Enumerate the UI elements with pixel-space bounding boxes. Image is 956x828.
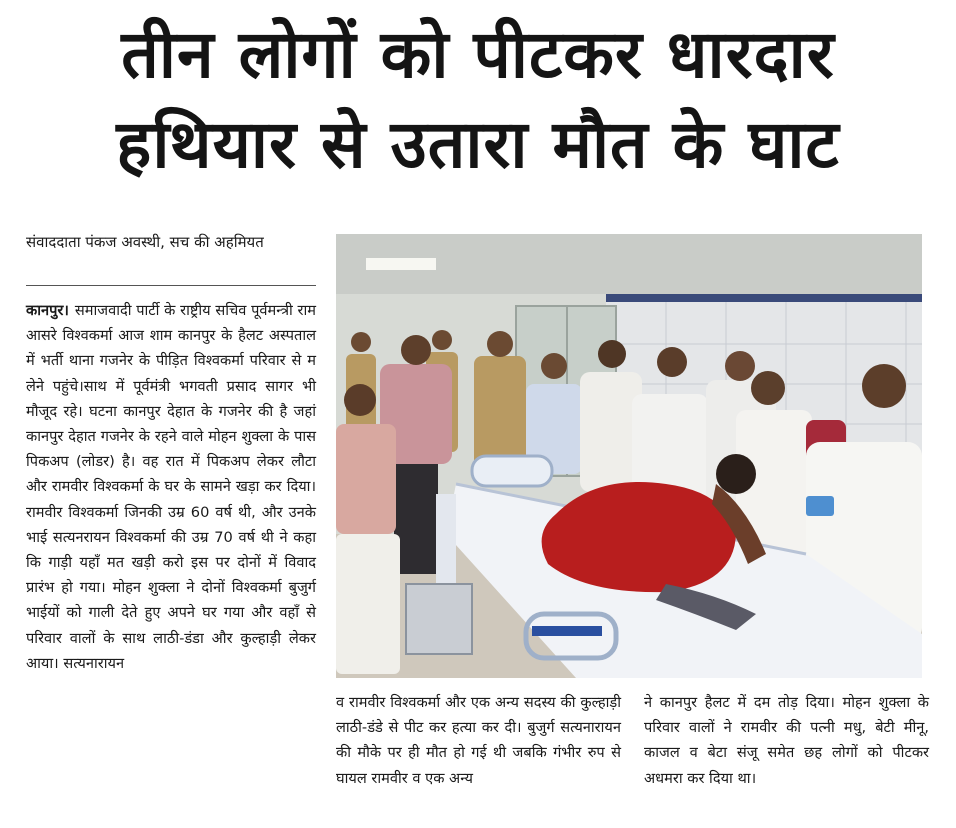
headline: [0, 10, 956, 190]
byline-divider: [26, 285, 316, 286]
article-column-2: व रामवीर विश्वकर्मा और एक अन्य सदस्य की कुल्हाड़ी लाठी-डंडे से पीट कर हत्या कर दी। बुजुर्ग सत्यनारायन की मौके पर ही मौत हो गई थी जबकि गंभीर रुप से घायल रामवीर व एक अन्य: [336, 694, 621, 787]
headline-line-1: तीन लोगों को पीटकर धारदार: [121, 16, 835, 93]
article-column-3: ने कानपुर हैलट में दम तोड़ दिया। मोहन शुक्ला के परिवार वालों ने रामवीर की पत्नी मधु, बेटी मीनू, काजल व बेटा संजू समेत छह लोगों को पीटकर अधमरा कर दिया था।: [644, 694, 929, 787]
hospital-ward-photo: [336, 234, 922, 678]
article-column-1: [26, 298, 316, 676]
article-text-1: समाजवादी पार्टी के राष्ट्रीय सचिव पूर्वमन्त्री राम आसरे विश्वकर्मा आज शाम कानपुर के हैलट अस्पताल में भर्ती थाना गजनेर के पीड़ित विश्वकर्मा परिवार से म लेने पहुंचे।साथ में पूर्वमंत्री भगवती प्रसाद सागर भी मौजूद रहे। घटना कानपुर देहात के गजनेर की है जहां कानपुर देहात गजनेर के रहने वाले मोहन शुक्ला के पास पिकअप (लोडर) है। वह रात में पिकअप लेकर लौटा और रामवीर विश्वकर्मा के घर के सामने खड़ा कर दिया। रामवीर विश्वकर्मा जिनकी उम्र 60 वर्ष थी, और उनके भाई सत्यनरायन विश्वकर्मा की उम्र 70 वर्ष थी ने कहा कि गाड़ी यहाँ मत खड़ी करो इस पर दोनों में विवाद प्रारंभ हो गया। मोहन शुक्ला ने दोनों विश्वकर्मा बुजुर्ग भाईयों को गाली देते हुए अपने घर गया और वहाँ से परिवार वालों के साथ लाठी-डंडा और कुल्हाड़ी लेकर आया। सत्यनारायन: [26, 302, 316, 672]
news-photo: [336, 234, 922, 678]
byline: संवाददाता पंकज अवस्थी, सच की अहमियत: [26, 233, 264, 251]
headline-line-2: हथियार से उतारा मौत के घाट: [116, 106, 840, 183]
dateline: कानपुर।: [26, 302, 69, 319]
